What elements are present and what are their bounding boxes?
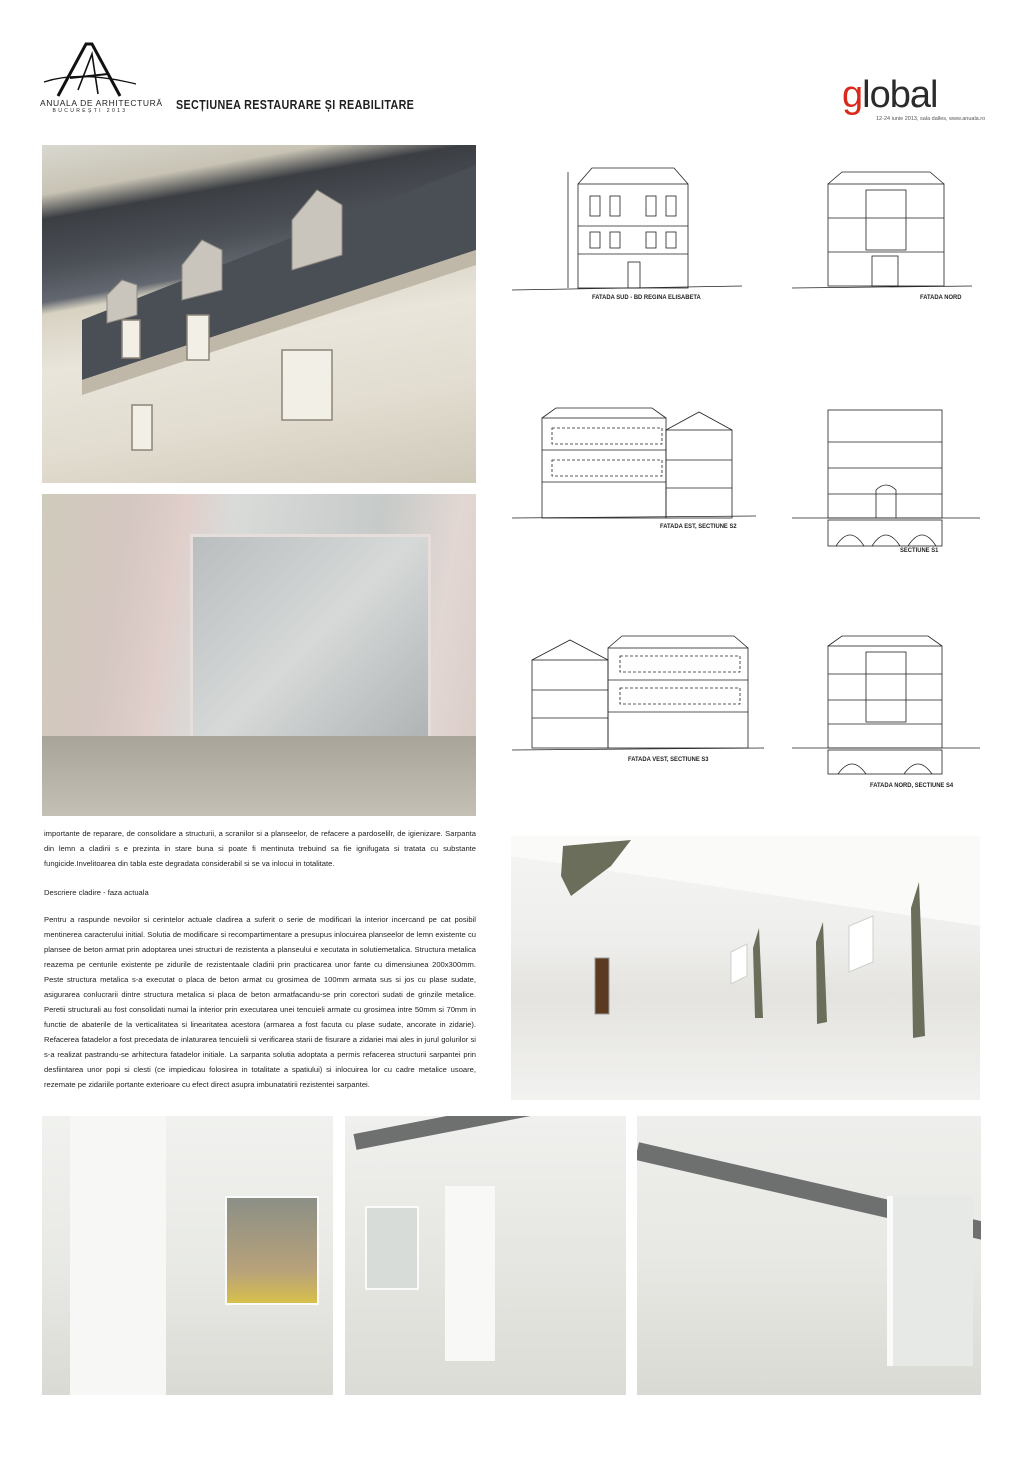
south-facade-label: FATADA SUD - BD REGINA ELISABETA — [592, 294, 701, 301]
logo-title: ANUALA DE ARHITECTURĂ — [40, 98, 163, 108]
attic-posts-illustration — [511, 836, 980, 1100]
interior-photo-1 — [42, 1116, 333, 1395]
interior-window — [365, 1206, 419, 1290]
interior-photo-3 — [637, 1116, 981, 1395]
exterior-roof-photo — [42, 145, 476, 483]
logo-subtitle: BUCUREȘTI 2013 — [52, 108, 128, 114]
description-heading: Descriere cladire - faza actuala — [44, 888, 149, 897]
north-facade-label: FATADA NORD — [920, 294, 962, 301]
sidewalk — [42, 736, 476, 816]
global-event-note: 12-24 iunie 2013, sala dalles, www.anuala.ro — [876, 116, 986, 122]
south-facade-drawing — [512, 162, 747, 294]
west-facade-label: FATADA VEST, SECTIUNE S3 — [628, 756, 709, 763]
white-column — [70, 1116, 166, 1395]
section-s1-drawing — [792, 404, 982, 554]
section-s4-label: FATADA NORD, SECTIUNE S4 — [870, 782, 954, 789]
street-window — [225, 1196, 319, 1305]
letter-a-logo-icon — [40, 40, 140, 98]
east-facade-section-drawing — [512, 404, 757, 522]
global-wordmark: global — [842, 74, 938, 116]
global-logo — [838, 74, 988, 128]
shop-glass-window — [190, 534, 431, 750]
section-s1-label: SECTIUNE S1 — [900, 547, 939, 554]
shopfront-photo — [42, 494, 476, 816]
tall-window — [887, 1196, 973, 1366]
interior-photo-2 — [345, 1116, 626, 1395]
steel-beam — [353, 1116, 611, 1150]
east-facade-label: FATADA EST, SECTIUNE S2 — [660, 523, 737, 530]
attic-interior-photo — [511, 836, 980, 1100]
annual-logo — [40, 40, 163, 114]
roof-dormers-illustration — [42, 145, 476, 483]
description-text — [44, 826, 476, 1106]
north-facade-drawing — [792, 168, 982, 292]
west-facade-section-drawing — [512, 632, 767, 754]
description-body: Pentru a raspunde nevoilor si cerintelor actuale cladirea a suferit o serie de modificari la interior incercand pe cat posibil mentinerea caracterului initial. Solutia de modificare si recompartimentare a presupus inlocuirea planseelor de lemn existente cu plansee de beton armat prin adoptarea unei structuri de rezistenta a planseului e xecutata in solutiemetalica. Structura metalica reazema pe centurile existente pe zidurile de rezistentaale cladirii prin practicarea unor fante cu dimensiunea 200x300mm. Peste structura metalica s-a executat o placa de beton armat cu grosimea de 100mm armata sus si jos cu plase sudate, asigurarea conlucrarii dintre structura metalica si placa de beton armatfacandu-se prin corectori sudati de grinzile metalice. Peretii structurali au fost consolidati numai la interior prin executarea unei tencuieli armate cu grosimea intre 50mm si 70mm in functie de abaterile de la verticalitatea si linearitatea acestora (armarea a fost facuta cu plase sudate, ancorate in zidarie). Refacerea fatadelor a fost precedata de inlaturarea tencuielii si verificarea starii de fisurare a zidariei mai ales in jurul golurilor si s-a realizat pastrandu-se arhitectura fatadelor initiale. La sarpanta solutia adoptata a permis refacerea structurii sarpantei prin desfiintarea unor popi si clesti (ce impiedicau folosirea in totalitate a spatiului) si inlocuirea lor cu cadre metalice usoare, rezemate pe zidariile portante exterioare cu efect direct asupra imbunatatirii rezistentei sarpantei. — [44, 915, 476, 1089]
intro-paragraph: importante de reparare, de consolidare a structurii, a scranilor si a planseelor, de refacere a pardoselilr, de igienizare. Sarpanta din lemn a cladirii s e prezinta in stare buna si poate fi mentinuta trebuind sa fie ignifugata si tratata cu substante fungicide.Invelitoarea din tabla este degradata considerabil si se va inlocui in totalitate. — [44, 829, 476, 868]
section-title: SECȚIUNEA RESTAURARE ȘI REABILITARE — [176, 98, 415, 112]
wall-pier — [445, 1186, 495, 1361]
north-facade-section-s4-drawing — [792, 634, 982, 778]
